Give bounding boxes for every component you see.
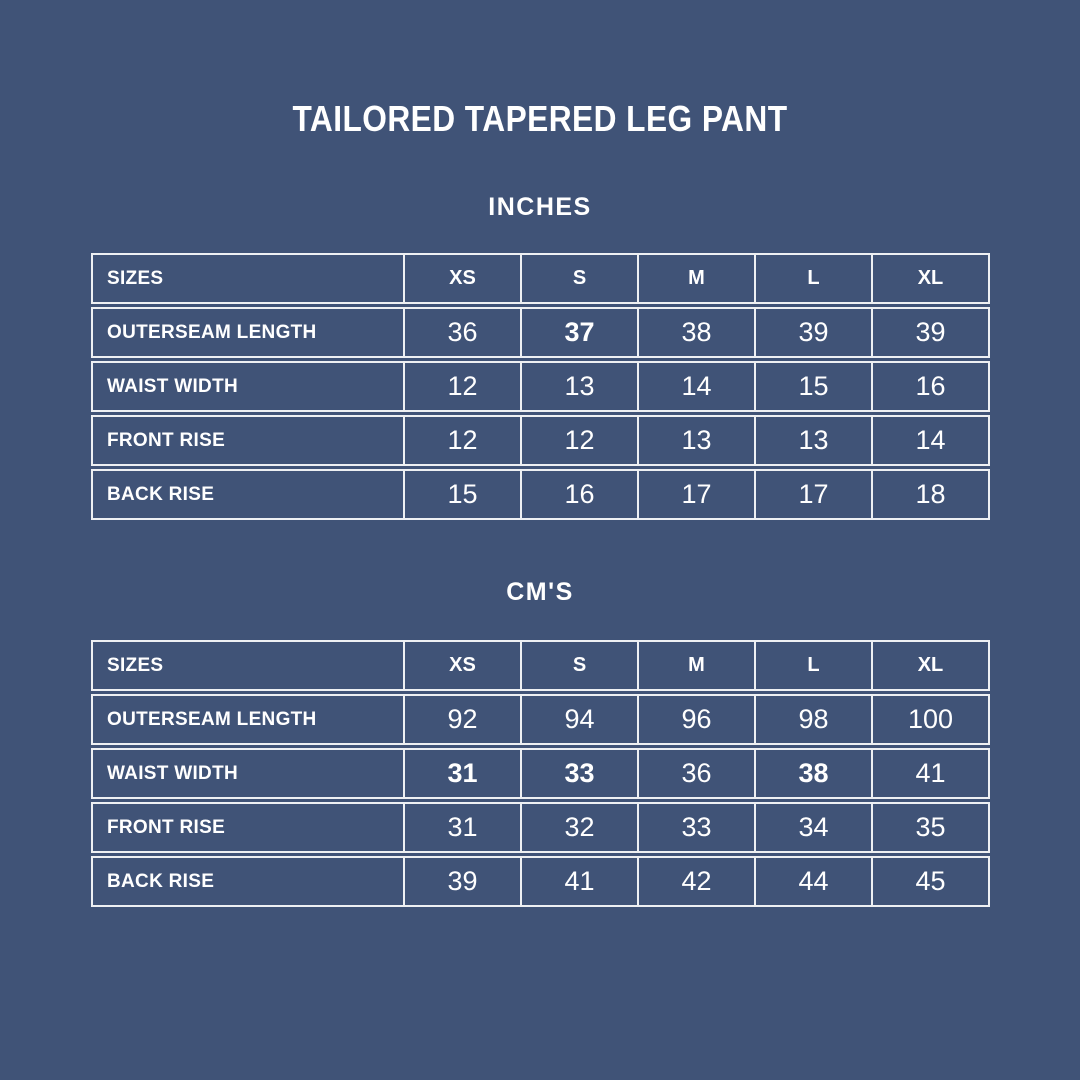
size-value-cell: 35 [871, 802, 990, 853]
size-value-cell: 41 [520, 856, 639, 907]
section-heading-cms: CM'S [506, 578, 574, 606]
size-value-cell: 100 [871, 694, 990, 745]
size-value-cell: 45 [871, 856, 990, 907]
size-column-header: S [520, 253, 639, 304]
row-label-cell: WAIST WIDTH [91, 361, 405, 412]
size-value-cell: 94 [520, 694, 639, 745]
size-value-cell: 12 [520, 415, 639, 466]
size-value-cell: 96 [637, 694, 756, 745]
size-value-cell: 18 [871, 469, 990, 520]
size-column-header: XS [403, 640, 522, 691]
size-value-cell: 41 [871, 748, 990, 799]
size-value-cell: 98 [754, 694, 873, 745]
size-value-cell: 92 [403, 694, 522, 745]
table-row [91, 415, 990, 466]
row-label-cell: BACK RISE [91, 469, 405, 520]
size-column-header: S [520, 640, 639, 691]
size-value-cell: 42 [637, 856, 756, 907]
table-row [91, 469, 990, 520]
row-label-cell: OUTERSEAM LENGTH [91, 307, 405, 358]
size-value-cell: 38 [754, 748, 873, 799]
size-value-cell: 14 [871, 415, 990, 466]
size-value-cell: 15 [754, 361, 873, 412]
size-value-cell: 36 [637, 748, 756, 799]
row-label-cell: FRONT RISE [91, 415, 405, 466]
page-title: TAILORED TAPERED LEG PANT [292, 98, 788, 139]
size-value-cell: 33 [520, 748, 639, 799]
row-label-cell: FRONT RISE [91, 802, 405, 853]
size-value-cell: 15 [403, 469, 522, 520]
size-column-header: L [754, 253, 873, 304]
size-column-header: XS [403, 253, 522, 304]
table-row [91, 361, 990, 412]
size-value-cell: 36 [403, 307, 522, 358]
row-label-cell: OUTERSEAM LENGTH [91, 694, 405, 745]
section-heading-inches: INCHES [488, 193, 592, 221]
size-value-cell: 34 [754, 802, 873, 853]
size-column-header: L [754, 640, 873, 691]
row-label-cell: WAIST WIDTH [91, 748, 405, 799]
size-value-cell: 12 [403, 415, 522, 466]
size-value-cell: 14 [637, 361, 756, 412]
cms-size-table [91, 640, 990, 907]
size-value-cell: 13 [520, 361, 639, 412]
size-value-cell: 39 [754, 307, 873, 358]
size-value-cell: 32 [520, 802, 639, 853]
size-column-header: XL [871, 640, 990, 691]
size-value-cell: 39 [871, 307, 990, 358]
size-value-cell: 16 [871, 361, 990, 412]
size-value-cell: 37 [520, 307, 639, 358]
table-header-row [91, 253, 990, 304]
size-value-cell: 12 [403, 361, 522, 412]
size-value-cell: 33 [637, 802, 756, 853]
table-header-row [91, 640, 990, 691]
table-row [91, 748, 990, 799]
size-value-cell: 31 [403, 802, 522, 853]
size-column-header: XL [871, 253, 990, 304]
table-row [91, 802, 990, 853]
sizes-header-cell: SIZES [91, 253, 405, 304]
inches-size-table [91, 253, 990, 520]
size-column-header: M [637, 640, 756, 691]
table-row [91, 694, 990, 745]
size-value-cell: 31 [403, 748, 522, 799]
table-row [91, 307, 990, 358]
table-row [91, 856, 990, 907]
size-value-cell: 17 [754, 469, 873, 520]
size-value-cell: 39 [403, 856, 522, 907]
size-value-cell: 38 [637, 307, 756, 358]
size-value-cell: 13 [754, 415, 873, 466]
size-value-cell: 16 [520, 469, 639, 520]
size-value-cell: 17 [637, 469, 756, 520]
row-label-cell: BACK RISE [91, 856, 405, 907]
size-column-header: M [637, 253, 756, 304]
size-value-cell: 44 [754, 856, 873, 907]
sizes-header-cell: SIZES [91, 640, 405, 691]
size-value-cell: 13 [637, 415, 756, 466]
